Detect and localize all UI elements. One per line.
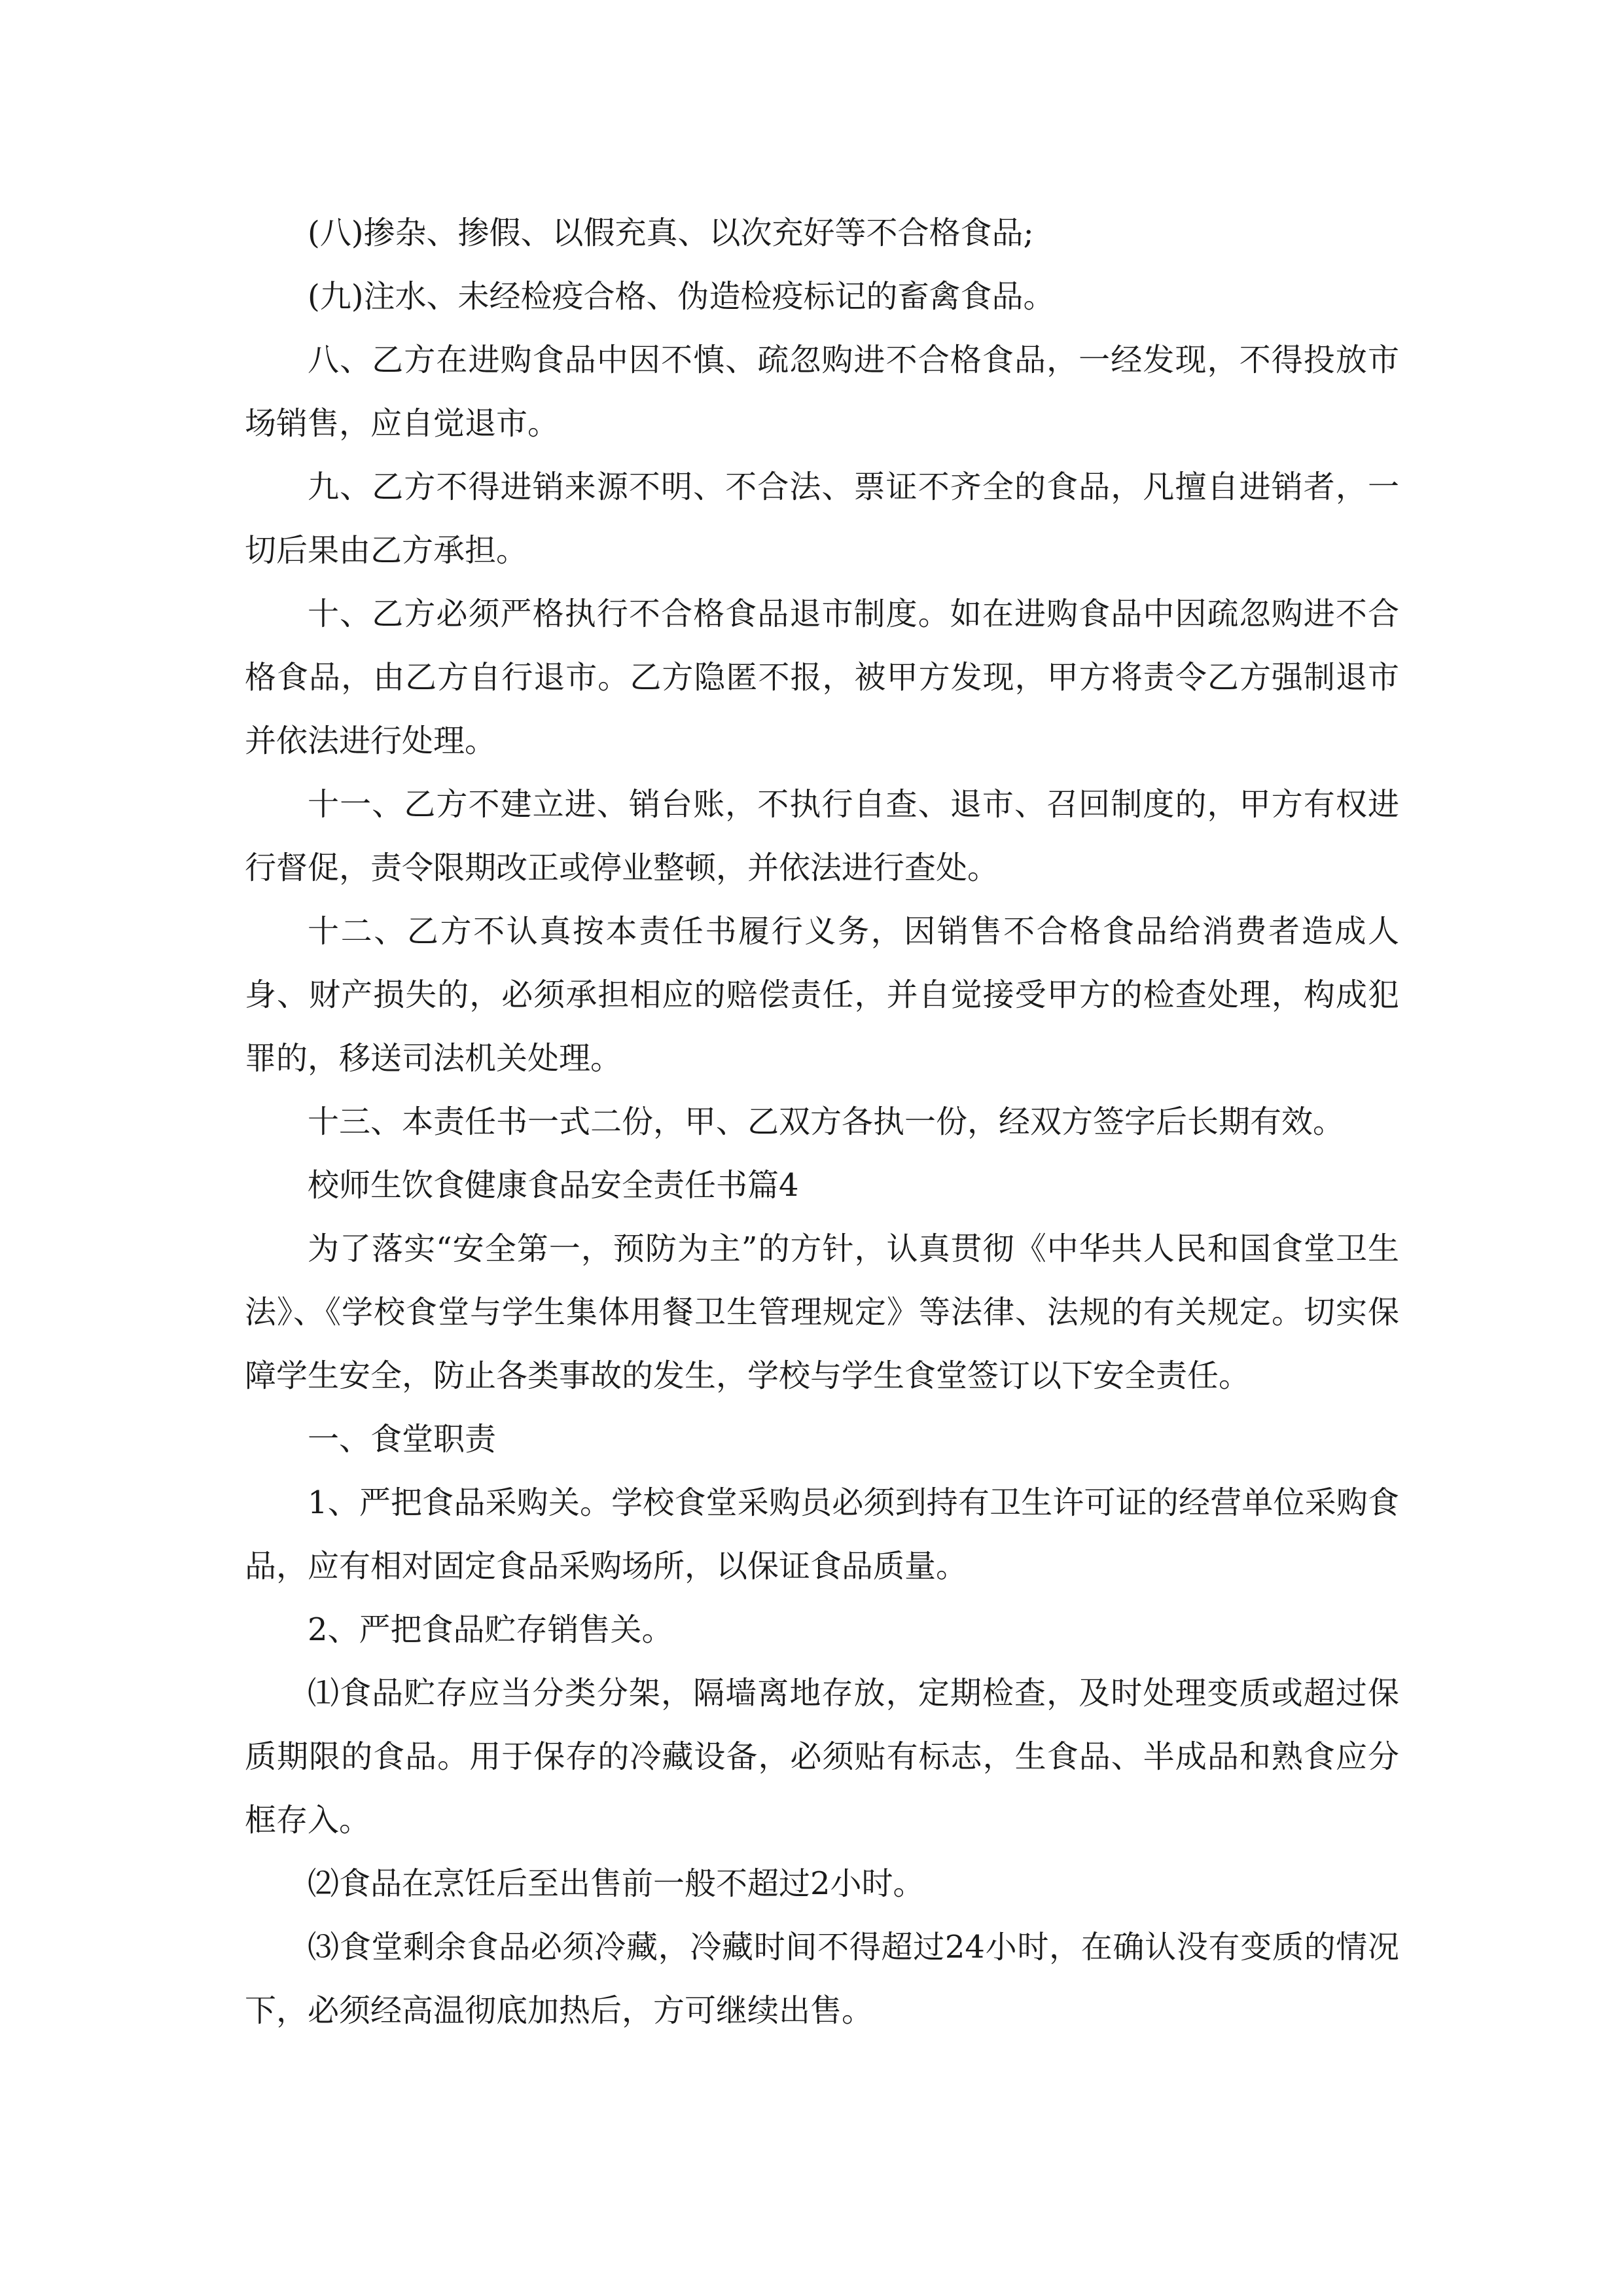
paragraph-article-9: 九、乙方不得进销来源不明、不合法、票证不齐全的食品，凡擅自进销者，一切后果由乙方承担。 — [245, 469, 1399, 569]
subheading-canteen-duties: 一、食堂职责 — [308, 1421, 497, 1458]
paragraph-duty-1-procurement: 1、严把食品采购关。学校食堂采购员必须到持有卫生许可证的经营单位采购食品，应有相对固定食品采购场所，以保证食品质量。 — [245, 1484, 1399, 1585]
paragraph-article-10: 十、乙方必须严格执行不合格食品退市制度。如在进购食品中因疏忽购进不合格食品，由乙方自行退市。乙方隐匿不报，被甲方发现，甲方将责令乙方强制退市并依法进行处理。 — [245, 596, 1399, 759]
paragraph-article-13: 十三、本责任书一式二份，甲、乙双方各执一份，经双方签字后长期有效。 — [308, 1103, 1345, 1140]
paragraph-article-8: 八、乙方在进购食品中因不慎、疏忽购进不合格食品，一经发现，不得投放市场销售，应自觉退市。 — [245, 342, 1399, 442]
paragraph-article-11: 十一、乙方不建立进、销台账，不执行自查、退市、召回制度的，甲方有权进行督促，责令限期改正或停业整顿，并依法进行查处。 — [245, 786, 1399, 886]
paragraph-clause-9-livestock: (九)注水、未经检疫合格、伪造检疫标记的畜禽食品。 — [308, 278, 1055, 315]
document-body — [245, 202, 1399, 2043]
paragraph-article-12: 十二、乙方不认真按本责任书履行义务，因销售不合格食品给消费者造成人身、财产损失的，必须承担相应的赔偿责任，并自觉接受甲方的检查处理，构成犯罪的，移送司法机关处理。 — [245, 913, 1399, 1077]
paragraph-storage-item-2: ⑵食品在烹饪后至出售前一般不超过2小时。 — [308, 1865, 925, 1902]
paragraph-storage-item-3: ⑶食堂剩余食品必须冷藏，冷藏时间不得超过24小时，在确认没有变质的情况下，必须经高温彻底加热后，方可继续出售。 — [245, 1929, 1399, 2029]
paragraph-duty-2-storage: 2、严把食品贮存销售关。 — [308, 1611, 673, 1648]
section-heading-part-4: 校师生饮食健康食品安全责任书篇4 — [308, 1167, 799, 1204]
paragraph-storage-item-1: ⑴食品贮存应当分类分架，隔墙离地存放，定期检查，及时处理变质或超过保质期限的食品。用于保存的冷藏设备，必须贴有标志，生食品、半成品和熟食应分框存入。 — [245, 1675, 1399, 1839]
paragraph-clause-8-adulterated: (八)掺杂、掺假、以假充真、以次充好等不合格食品; — [308, 215, 1034, 251]
paragraph-preamble: 为了落实“安全第一，预防为主”的方针，认真贯彻《中华共人民和国食堂卫生法》、《学校食堂与学生集体用餐卫生管理规定》等法律、法规的有关规定。切实保障学生安全，防止各类事故的发生，学校与学生食堂签订以下安全责任。 — [245, 1230, 1399, 1394]
